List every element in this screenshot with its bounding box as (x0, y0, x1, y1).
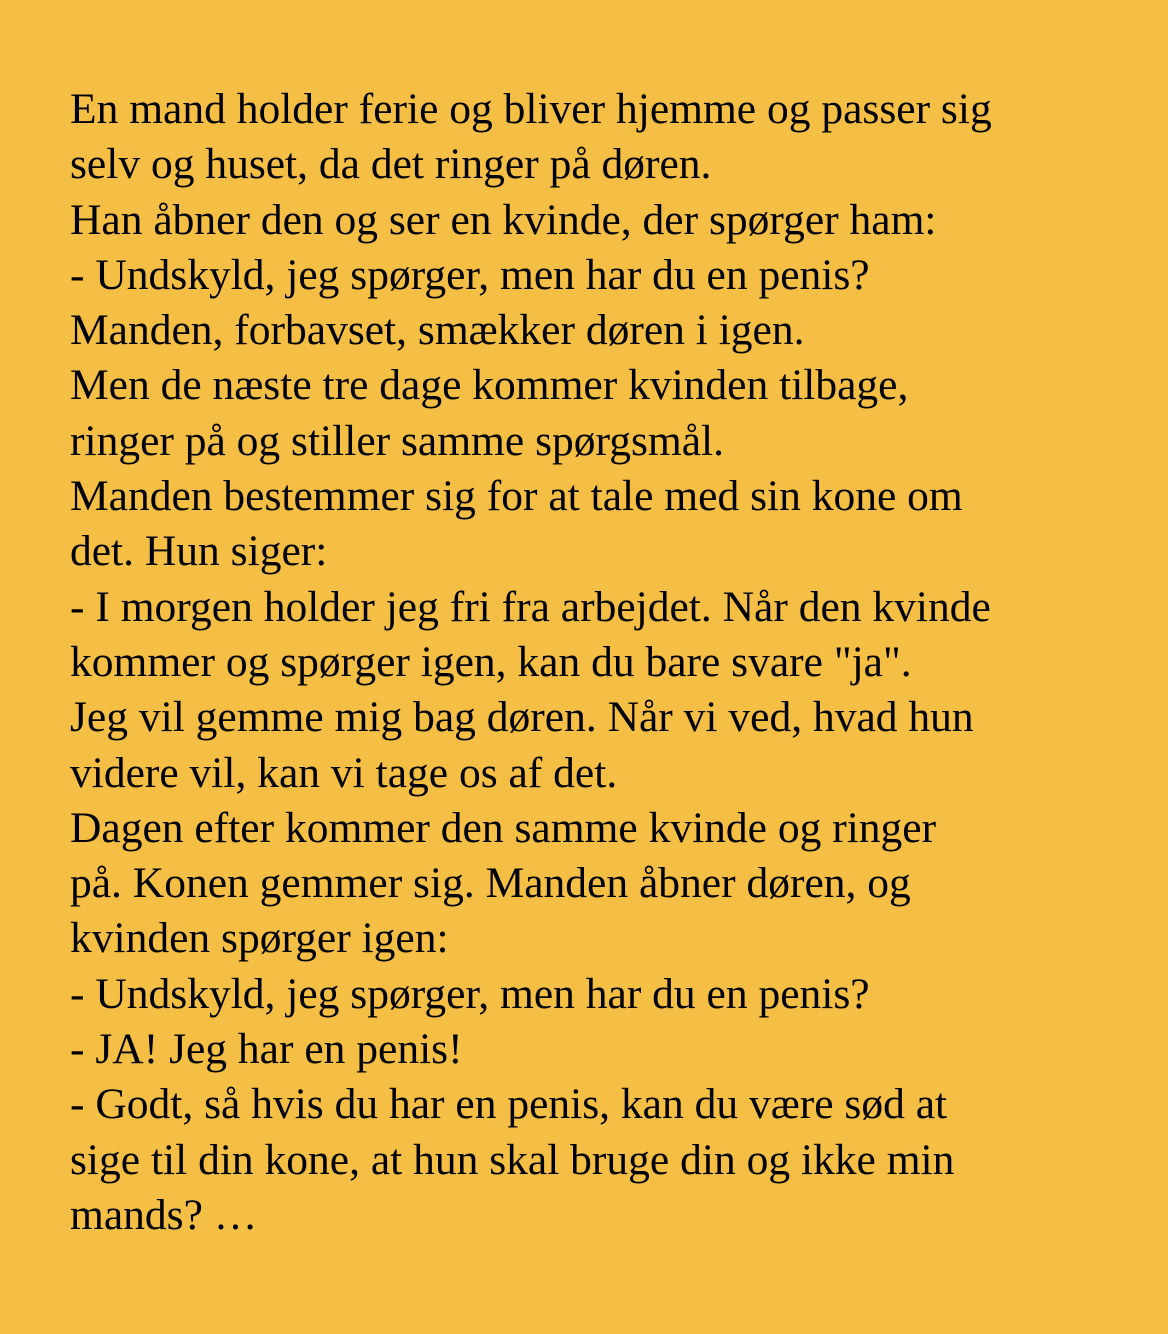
story-line: selv og huset, da det ringer på døren. (70, 140, 712, 189)
story-text (70, 82, 1130, 1243)
story-line: Manden, forbavset, smækker døren i igen. (70, 306, 805, 355)
story-line: - JA! Jeg har en penis! (70, 1025, 463, 1074)
story-line: videre vil, kan vi tage os af det. (70, 748, 618, 797)
story-line: Han åbner den og ser en kvinde, der spørger ham: (70, 195, 937, 244)
story-line: kvinden spørger igen: (70, 914, 449, 963)
story-line: - I morgen holder jeg fri fra arbejdet. Når den kvinde (70, 582, 991, 631)
story-line: ringer på og stiller samme spørgsmål. (70, 416, 724, 465)
story-line: - Undskyld, jeg spørger, men har du en penis? (70, 969, 870, 1018)
story-line: sige til din kone, at hun skal bruge din og ikke min (70, 1135, 955, 1184)
story-line: Dagen efter kommer den samme kvinde og ringer (70, 803, 937, 852)
story-line: på. Konen gemmer sig. Manden åbner døren, og (70, 859, 911, 908)
story-line: mands? … (70, 1190, 258, 1239)
story-line: En mand holder ferie og bliver hjemme og passer sig (70, 85, 992, 133)
story-line: kommer og spørger igen, kan du bare svare "ja". (70, 637, 912, 686)
story-line: - Undskyld, jeg spørger, men har du en penis? (70, 250, 870, 299)
story-line: - Godt, så hvis du har en penis, kan du være sød at (70, 1080, 948, 1129)
story-line: Men de næste tre dage kommer kvinden tilbage, (70, 361, 909, 410)
story-line: Manden bestemmer sig for at tale med sin kone om (70, 472, 963, 521)
story-line: det. Hun siger: (70, 527, 328, 576)
story-line: Jeg vil gemme mig bag døren. Når vi ved, hvad hun (70, 693, 974, 742)
